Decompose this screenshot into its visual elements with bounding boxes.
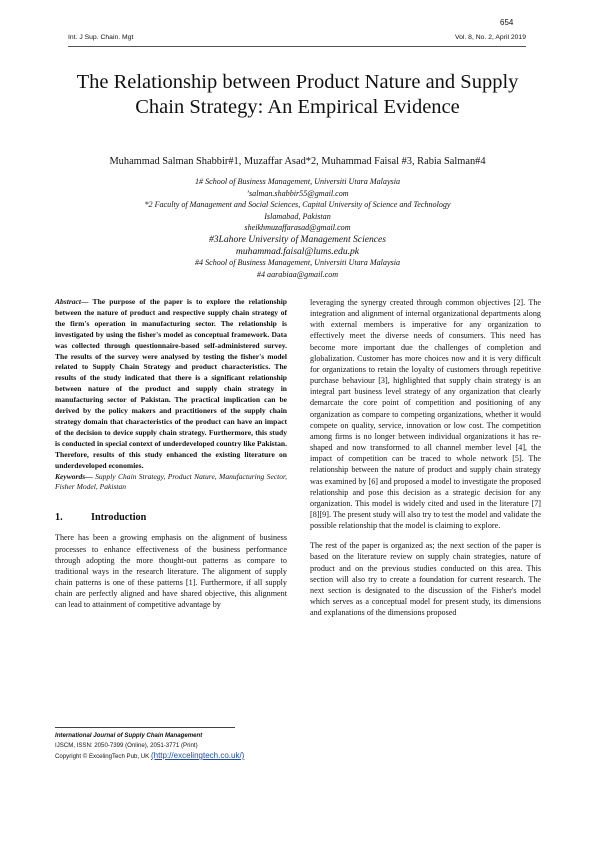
affiliation-line: #3Lahore University of Management Sciences (208, 233, 387, 245)
keywords (55, 472, 287, 494)
footer-copyright: Copyright © ExcelingTech Pub, UK (55, 753, 151, 760)
section-title: Introduction (91, 512, 147, 524)
intro-paragraph: There has been a growing emphasis on the alignment of business processes to enhance effectiveness of the business performance through adopting the more thought-out patterns as compare to traditional ways in the research literature. The alignment of supply chain patterns is one of these patterns [1]. Furthermore, if all supply chain are perfectly aligned and have shared objective, this alignment can lead to attainment of competitive advantage by (55, 533, 287, 610)
publisher-link[interactable]: (http://excelingtech.co.uk/) (150, 751, 245, 760)
body-paragraph: leveraging the synergy created through common objectives [2]. The integration and alignment of internal organizational departments along with external members is imperative for any organization to effectively meet the diverse needs of consumers. This need has become more important due the challenges of completion and globalization. Customer has more choices now and it is very difficult for organizations to retain the loyalty of customers through repetitive purchase behaviour [3], highlighted that supply chain strategy is an integral part business level strategy of any organization that clearly demarcate the core point of competition and positioning of any organization as compare to competing organizations, whether it would compete on quality, service, innovation or low cost. The competition among firms is no longer between individual organizations it has re-shaped and now transformed to all channel member level [4], the impact of competition can be traced to whole network [5]. The relationship between the nature of product and supply chain strategy was examined by [6] and proposed a model to investigate the proposed relationship and pose this decision as a strategic decision for any organization. This model is widely cited and used in the literature [7][8][9]. The present study will also try to test the model and validate the possible relationship that the model is claiming to explore. (310, 298, 541, 531)
affiliation-email: sheikhmuzaffarasad@gmail.com (244, 223, 351, 233)
page-number: 654 (500, 18, 514, 27)
right-column (310, 297, 541, 618)
affiliation-line: Islamabad, Pakistan (264, 211, 331, 221)
affiliation-line: 1# School of Business Management, Universiti Utara Malaysia (194, 177, 401, 186)
abstract (55, 297, 287, 472)
affiliation-line: *2 Faculty of Management and Social Sciences, Capital University of Science and Technology (144, 200, 451, 210)
left-column (55, 297, 287, 611)
footer-copyright-line (55, 751, 295, 762)
footer-issn: IJSCM, ISSN: 2050-7399 (Online), 2051-3771 (Print) (55, 742, 198, 749)
abstract-label: Abstract— (55, 297, 89, 306)
running-header (68, 34, 526, 47)
paper-title: The Relationship between Product Nature and Supply Chain Strategy: An Empirical Evidence (76, 71, 519, 118)
footer-journal-name: International Journal of Supply Chain Management (55, 732, 203, 739)
affiliation-email: ʼsalman.shabbir55@gmail.com (246, 188, 349, 198)
section-heading (55, 512, 287, 523)
keywords-text: Supply Chain Strategy, Product Nature, Manufacturing Sector, Fisher Model, Pakistan (55, 471, 287, 492)
journal-short-name: Int. J Sup. Chain. Mgt (68, 34, 134, 41)
journal-footer (55, 731, 295, 762)
section-number: 1. (55, 512, 63, 524)
footnote-rule (55, 727, 235, 728)
volume-info: Vol. 8, No. 2, April 2019 (454, 34, 526, 41)
affiliation-line: #4 School of Business Management, Universiti Utara Malaysia (194, 258, 401, 268)
affiliation-email: muhammad.faisal@lums.edu.pk (235, 245, 360, 257)
affiliation-email: #4 aarabiaa@gmail.com (256, 269, 339, 279)
abstract-text: The purpose of the paper is to explore the relationship between the nature of product and respective supply chain strategy of the firm's operation in manufacturing sector. The relationship is investigated by using the fisher's model as conceptual framework. Data was collected through questionnaire-based self-administered survey. The results of the survey were analysed by testing the fisher's model related to Supply Chain Strategy and product characteristics. The results of the study indicated that there is a significant relationship between nature of the product and supply chain strategy in manufacturing sector of Pakistan. The practical implication can be derived by the policy makers and practitioners of the supply chain strategy domain that characteristics of the product can have an impact of the decision to device supply chain strategy. Furthermore, this study is conducted in special context of underdeveloped country like Pakistan. Therefore, results of this study enhanced the existing literature on underdeveloped economies. (55, 297, 287, 470)
body-paragraph: The rest of the paper is organized as; the next section of the paper is based on the literature review on supply chain strategies, nature of product and on the previous studies conducted on this area. This section will also try to create a foundation for current research. The next section is designated to the discussion of the Fisher's model which serves as a conceptual model for present study, its dimensions and explanations of the dimensions proposed (310, 541, 541, 618)
affiliations (60, 176, 535, 280)
keywords-label: Keywords— (55, 471, 93, 481)
author-list: Muhammad Salman Shabbir#1, Muzaffar Asad*2, Muhammad Faisal #3, Rabia Salman#4 (109, 156, 486, 167)
